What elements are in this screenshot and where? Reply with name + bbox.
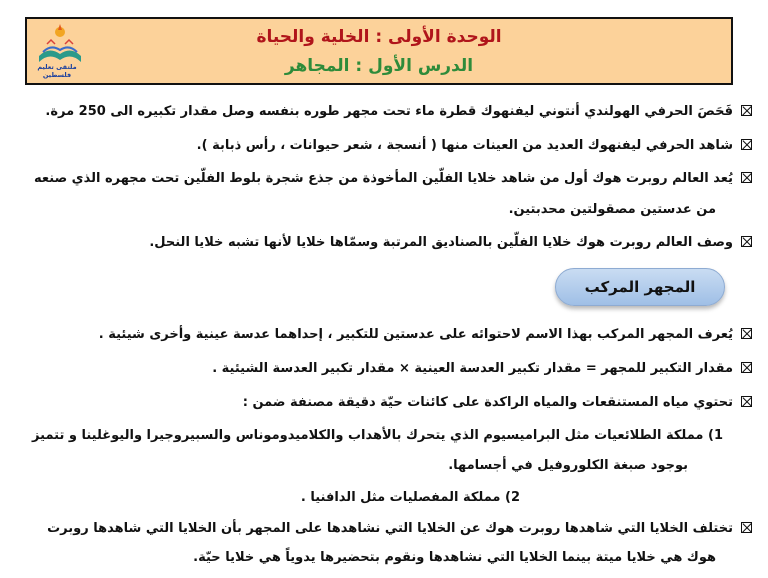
list-item	[20, 520, 752, 538]
checkbox-crossed-icon	[741, 139, 752, 150]
list-item-text: شاهد الحرفي ليفنهوك العديد من العينات منها ( أنسجة ، شعر حيوانات ، رأس ذبابة ).	[196, 138, 733, 153]
checkbox-crossed-icon	[741, 236, 752, 247]
list-item-text: فَحَصَ الحرفي الهولندي أنتوني ليفنهوك قطرة ماء تحت مجهر طوره بنفسه وصل مقدار تكبيره الى 250 مرة.	[45, 104, 733, 119]
checkbox-crossed-icon	[741, 396, 752, 407]
checkbox-crossed-icon	[741, 362, 752, 373]
list-item	[20, 170, 752, 188]
sub-list-item-continuation: بوجود صبغة الكلوروفيل في أجسامها.	[448, 458, 688, 473]
checkbox-crossed-icon	[741, 172, 752, 183]
list-item-text: وصف العالم روبرت هوك خلايا الفلّين بالصناديق المرتبة وسمّاها خلايا لأنها تشبه خلايا النحل.	[149, 235, 733, 250]
list-item-text: تحتوي مياه المستنقعات والمياه الراكدة على كائنات حيّة دقيقة مصنفة ضمن :	[242, 395, 733, 410]
list-item-continuation: من عدستين مصقولتين محدبتين.	[508, 202, 716, 217]
lesson-header	[25, 17, 733, 85]
list-item-text: يُعد العالم روبرت هوك أول من شاهد خلايا الفلّين المأخوذة من جذع شجرة بلوط الفلّين تحت مجهره الذي صنعه	[34, 171, 733, 186]
list-item	[20, 326, 752, 344]
checkbox-crossed-icon	[741, 105, 752, 116]
list-item-continuation: هوك هي خلايا ميتة بينما الخلايا التي نشاهدها ونقوم بتحضيرها يدوياً هي خلايا حيّة.	[193, 550, 716, 565]
list-item	[20, 234, 752, 252]
list-item-text: يُعرف المجهر المركب بهذا الاسم لاحتوائه على عدستين للتكبير ، إحداهما عدسة عينية وأخرى شيئية .	[98, 327, 733, 342]
checkbox-crossed-icon	[741, 522, 752, 533]
list-item	[20, 137, 752, 155]
sub-list-item: 1) مملكة الطلائعيات مثل البراميسيوم الذي يتحرك بالأهداب والكلاميدوموناس والسبيروجيرا واليوغلينا و تتميز	[32, 428, 723, 443]
section-heading-compound-microscope: المجهر المركب	[555, 268, 725, 306]
list-item-text: مقدار التكبير للمجهر = مقدار تكبير العدسة العينية × مقدار تكبير العدسة الشيئية .	[212, 361, 733, 376]
unit-title: الوحدة الأولى : الخلية والحياة	[256, 27, 502, 47]
lesson-title: الدرس الأول : المجاهر	[284, 56, 474, 76]
list-item-text: تختلف الخلايا التي شاهدها روبرت هوك عن الخلايا التي نشاهدها على المجهر بأن الخلايا التي شاهدها روبرت	[47, 521, 733, 536]
list-item	[20, 103, 752, 121]
checkbox-crossed-icon	[741, 328, 752, 339]
sub-list-item: 2) مملكة المفصليات مثل الدافنيا .	[300, 490, 520, 505]
list-item	[20, 360, 752, 378]
list-item	[20, 394, 752, 412]
logo-text: ملتقى تعليم فلسطين	[37, 63, 77, 79]
